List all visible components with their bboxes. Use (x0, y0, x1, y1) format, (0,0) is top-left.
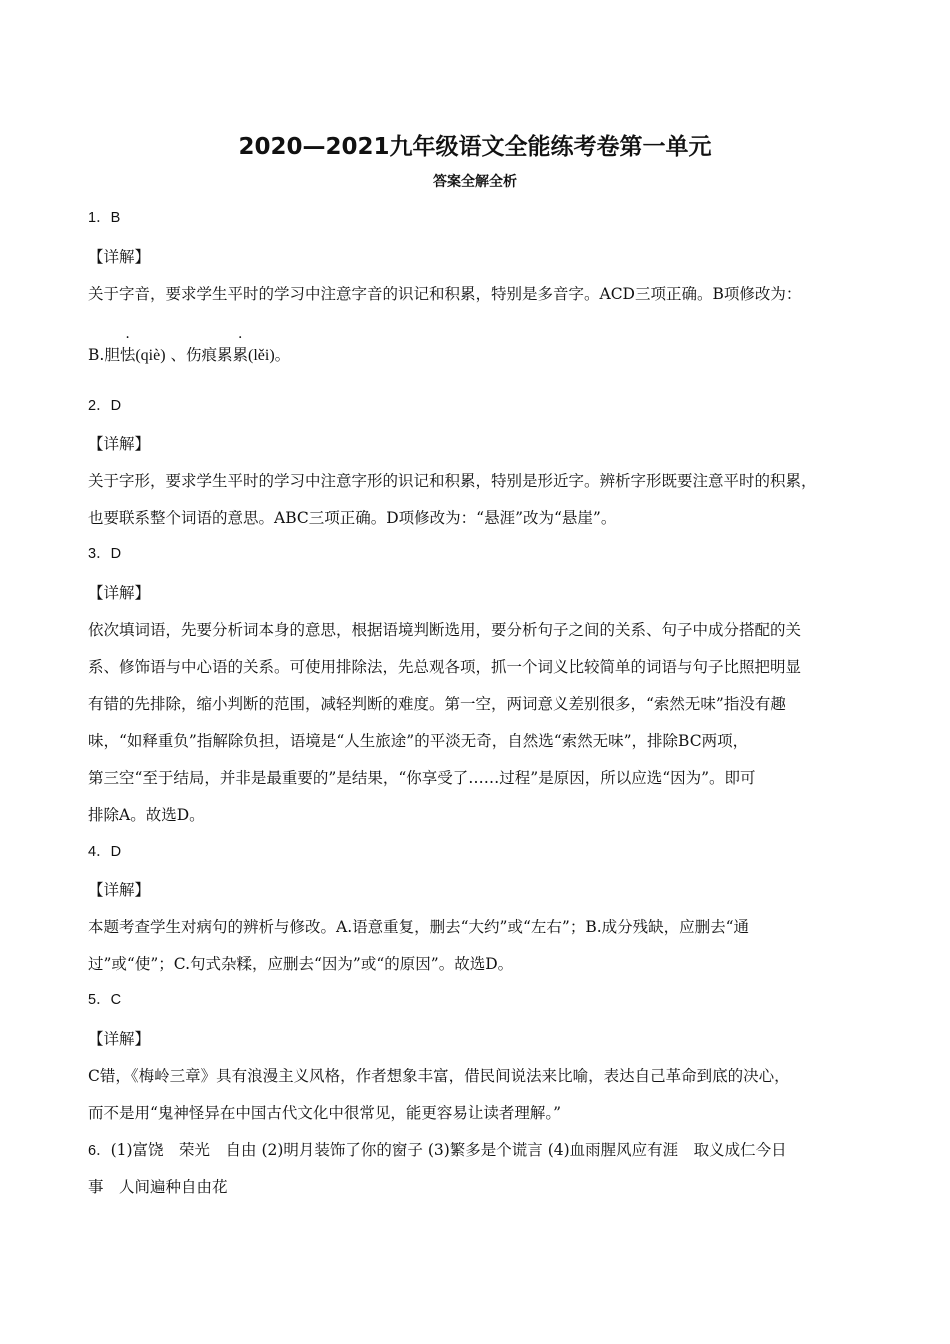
page-title: 2020—2021九年级语文全能练考卷第一单元 (238, 134, 712, 160)
q3-explanation-line5: 第三空“至于结局，并非是最重要的”是结果，“你享受了……过程”是原因，所以应选“因为”。即可 (88, 769, 756, 787)
q6-number: 6． (88, 1143, 111, 1159)
q5-explanation-line1: C错，《梅岭三章》具有浪漫主义风格，作者想象丰富，借民间说法来比喻，表达自己革命到底的决心， (88, 1067, 790, 1085)
q1-fix-end: 。 (274, 346, 291, 364)
q4-detail-label: 【详解】 (88, 881, 151, 899)
q5-explanation-line2: 而不是用“鬼神怪异在中国古代文化中很常见，能更容易让读者理解。” (88, 1104, 562, 1122)
q1-fix-char1: 怯 (119, 346, 136, 364)
q5-answer: 5．C (88, 992, 122, 1008)
q1-fix-char2: 累 (232, 346, 248, 364)
q3-explanation-line6: 排除A。故选D。 (88, 806, 205, 824)
q3-answer: 3．D (88, 546, 122, 562)
q1-fix-middle: 、伤痕累 (165, 346, 233, 364)
q4-answer: 4．D (88, 844, 122, 860)
q3-detail-label: 【详解】 (88, 584, 151, 602)
q3-explanation-line4: 味，“如释重负”指解除负担，语境是“人生旅途”的平淡无奇，自然选“索然无味”，排除BC两项， (88, 732, 749, 750)
q1-answer: 1．B (88, 210, 121, 226)
q6-text-line1: (1)富饶 荣光 自由 (2)明月装饰了你的窗子 (3)繁多是个谎言 (4)血雨腥风应有涯 取义成仁今日 (110, 1141, 787, 1159)
q1-explanation: 关于字音，要求学生平时的学习中注意字音的识记和积累，特别是多音字。ACD三项正确。B项修改为： (88, 285, 802, 303)
q1-fix-pinyin1: (qiè) (135, 347, 166, 364)
q1-detail-label: 【详解】 (88, 248, 151, 266)
q3-explanation-line1: 依次填词语，先要分析词本身的意思，根据语境判断选用，要分析句子之间的关系、句子中成分搭配的关 (88, 621, 802, 639)
q3-explanation-line2: 系、修饰语与中心语的关系。可使用排除法，先总观各项，抓一个词义比较简单的词语与句子比照把明显 (88, 658, 802, 676)
q1-fix-pinyin2: (lěi) (248, 347, 275, 364)
q4-explanation-line2: 过”或“使”；C.句式杂糅，应删去“因为”或“的原因”。故选D。 (88, 955, 514, 973)
q6-answer-line1 (88, 1138, 787, 1160)
q2-explanation-line2: 也要联系整个词语的意思。ABC三项正确。D项修改为：“悬涯”改为“悬崖”。 (88, 509, 617, 527)
q2-answer: 2．D (88, 398, 122, 414)
page-subtitle: 答案全解全析 (433, 174, 517, 190)
q2-detail-label: 【详解】 (88, 435, 151, 453)
q4-explanation-line1: 本题考查学生对病句的辨析与修改。A.语意重复，删去“大约”或“左右”；B.成分残缺，应删去“通 (88, 918, 750, 936)
q1-correction (88, 343, 290, 365)
q6-answer-line2: 事 人间遍种自由花 (88, 1178, 228, 1196)
q2-explanation-line1: 关于字形，要求学生平时的学习中注意字形的识记和积累，特别是形近字。辨析字形既要注意平时的积累， (88, 472, 817, 490)
q3-explanation-line3: 有错的先排除，缩小判断的范围，减轻判断的难度。第一空，两词意义差别很多，“索然无味”指没有趣 (88, 695, 786, 713)
q1-fix-prefix: B.胆 (88, 346, 120, 364)
q5-detail-label: 【详解】 (88, 1030, 151, 1048)
